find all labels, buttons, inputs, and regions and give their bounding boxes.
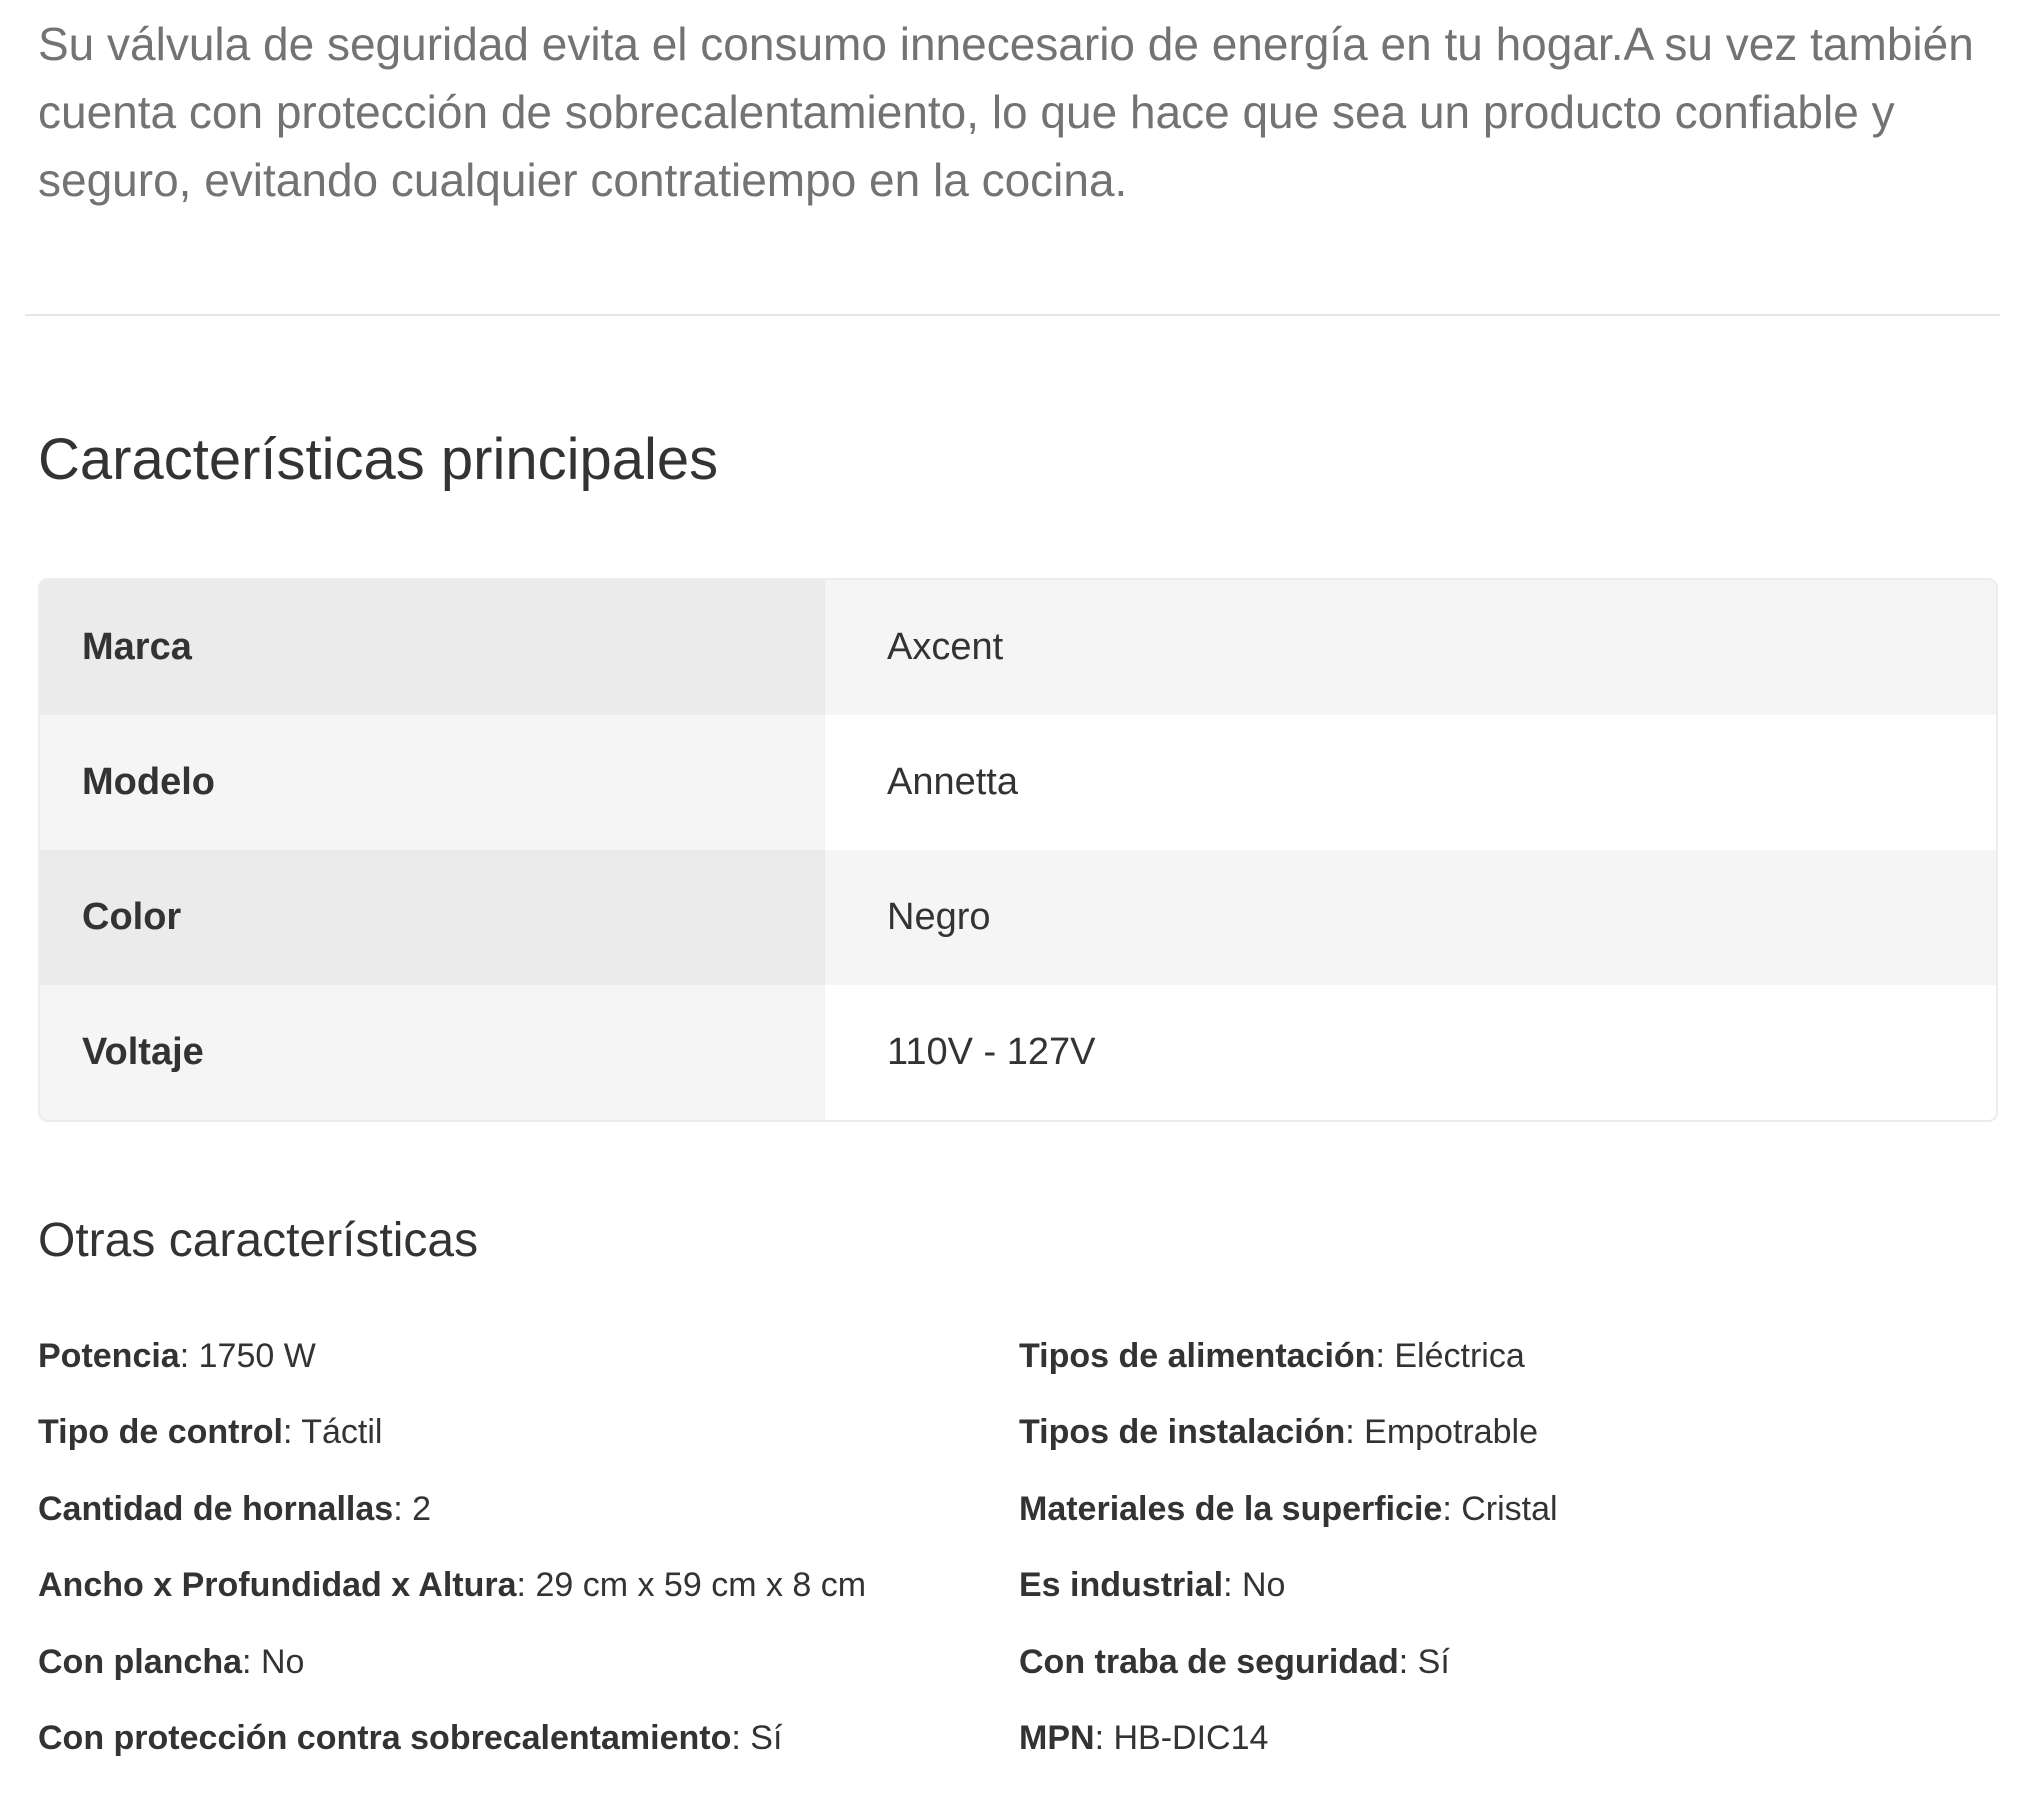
feature-value: 1750 W	[198, 1337, 316, 1375]
feature-value: Empotrable	[1364, 1413, 1539, 1451]
spec-row-marca	[40, 580, 1996, 715]
feature-value: No	[1241, 1566, 1286, 1604]
feature-value: HB-DIC14	[1113, 1719, 1269, 1757]
feature-label: Cantidad de hornallas	[38, 1490, 394, 1528]
feature-label: Ancho x Profundidad x Altura	[38, 1566, 517, 1604]
feature-value: Táctil	[301, 1413, 383, 1451]
spec-row-modelo	[40, 715, 1996, 850]
feature-proteccion-sobrecalentamiento: Con protección contra sobrecalentamiento: Sí	[38, 1719, 783, 1757]
feature-es-industrial: Es industrial: No	[1019, 1566, 1286, 1604]
feature-label: Tipos de alimentación	[1019, 1337, 1376, 1375]
feature-label: Tipos de instalación	[1019, 1413, 1346, 1451]
feature-label: Con protección contra sobrecalentamiento	[38, 1719, 732, 1757]
feature-materiales-superficie: Materiales de la superficie: Cristal	[1019, 1490, 1558, 1528]
feature-label: Con traba de seguridad	[1019, 1643, 1399, 1681]
feature-potencia: Potencia: 1750 W	[38, 1337, 316, 1375]
spec-value: Annetta	[825, 715, 1996, 850]
spec-label: Voltaje	[40, 985, 825, 1120]
spec-row-color	[40, 850, 1996, 985]
feature-value: Sí	[1417, 1643, 1450, 1681]
feature-con-plancha: Con plancha: No	[38, 1643, 305, 1681]
feature-label: Es industrial	[1019, 1566, 1224, 1604]
feature-tipos-de-alimentacion: Tipos de alimentación: Eléctrica	[1019, 1337, 1525, 1375]
feature-label: Con plancha	[38, 1643, 243, 1681]
feature-value: Eléctrica	[1394, 1337, 1525, 1375]
spec-label: Marca	[40, 580, 825, 715]
spec-label: Modelo	[40, 715, 825, 850]
spec-value: 110V - 127V	[825, 985, 1996, 1120]
feature-dimensiones: Ancho x Profundidad x Altura: 29 cm x 59 cm x 8 cm	[38, 1566, 867, 1604]
feature-label: Potencia	[38, 1337, 180, 1375]
feature-value: No	[260, 1643, 305, 1681]
spec-value: Negro	[825, 850, 1996, 985]
feature-cantidad-de-hornallas: Cantidad de hornallas: 2	[38, 1490, 432, 1528]
section-divider	[25, 314, 2000, 316]
feature-label: Tipo de control	[38, 1413, 283, 1451]
feature-label: MPN	[1019, 1719, 1095, 1757]
main-features-table	[38, 578, 1998, 1122]
feature-value: 2	[412, 1490, 432, 1528]
feature-value: Cristal	[1461, 1490, 1558, 1528]
feature-label: Materiales de la superficie	[1019, 1490, 1443, 1528]
feature-value: Sí	[750, 1719, 783, 1757]
spec-value: Axcent	[825, 580, 1996, 715]
feature-mpn: MPN: HB-DIC14	[1019, 1719, 1269, 1757]
feature-traba-de-seguridad: Con traba de seguridad: Sí	[1019, 1643, 1450, 1681]
feature-value: 29 cm x 59 cm x 8 cm	[535, 1566, 867, 1604]
spec-label: Color	[40, 850, 825, 985]
other-features-title: Otras características	[38, 1214, 479, 1267]
product-description: Su válvula de seguridad evita el consumo innecesario de energía en tu hogar.A su vez también cuenta con protección de sobrecalentamiento, lo que hace que sea un producto confiable y seguro, evitando cualquier contratiempo en la cocina.	[38, 18, 1974, 206]
feature-tipos-de-instalacion: Tipos de instalación: Empotrable	[1019, 1413, 1539, 1451]
main-features-title: Características principales	[38, 427, 719, 492]
feature-tipo-de-control: Tipo de control: Táctil	[38, 1413, 383, 1451]
spec-row-voltaje	[40, 985, 1996, 1120]
